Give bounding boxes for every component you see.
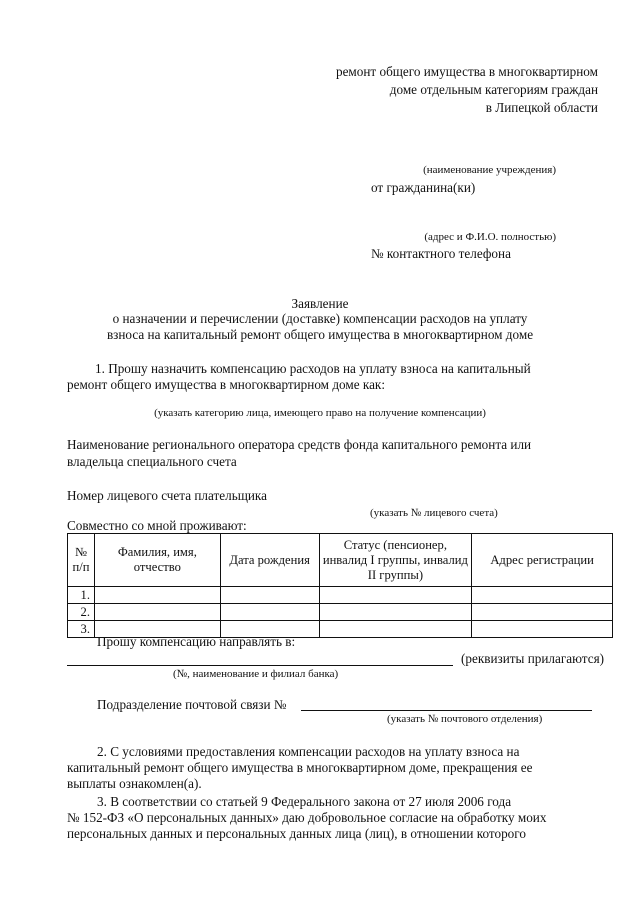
col-birthdate-header: Дата рождения xyxy=(220,534,319,587)
table-row xyxy=(68,604,613,621)
section1-line-1: 1. Прошу назначить компенсацию расходов на уплату взноса на капитальный xyxy=(95,361,531,376)
header-line-1: ремонт общего имущества в многоквартирном xyxy=(335,64,598,79)
document-subtitle-line-2: взноса на капитальный ремонт общего имущества в многоквартирном доме xyxy=(106,327,534,342)
col-fullname-header: Фамилия, имя, отчество xyxy=(94,534,220,587)
residents-header-row xyxy=(68,534,613,587)
col-address-header: Адрес регистрации xyxy=(472,534,613,587)
row-number: 3. xyxy=(68,621,95,638)
header-line-2: доме отдельным категориям граждан xyxy=(389,82,598,97)
address-cell[interactable] xyxy=(472,587,613,604)
document-title: Заявление xyxy=(291,296,349,311)
section1-line-2: ремонт общего имущества в многоквартирном доме как: xyxy=(67,377,385,392)
table-row xyxy=(68,587,613,604)
row-number: 2. xyxy=(68,604,95,621)
bank-hint: (№, наименование и филиал банка) xyxy=(173,668,339,680)
fullname-cell[interactable] xyxy=(94,604,220,621)
section2-line-2: капитальный ремонт общего имущества в многоквартирном доме, прекращения ее xyxy=(67,760,533,775)
bank-underline[interactable] xyxy=(67,665,453,666)
section3-line-2: № 152-ФЗ «О персональных данных» даю добровольное согласие на обработку моих xyxy=(67,810,547,825)
post-office-underline[interactable] xyxy=(301,710,592,711)
category-hint: (указать категорию лица, имеющего право на получение компенсации) xyxy=(154,407,486,419)
section2-line-3: выплаты ознакомлен(а). xyxy=(67,776,202,791)
residents-caption: Совместно со мной проживают: xyxy=(67,518,247,533)
operator-line-2: владельца специального счета xyxy=(67,454,237,469)
institution-hint: (наименование учреждения) xyxy=(423,164,556,176)
from-citizen-label: от гражданина(ки) xyxy=(371,180,476,195)
section3-line-3: персональных данных и персональных данных лица (лиц), в отношении которого xyxy=(67,826,526,841)
post-office-hint: (указать № почтового отделения) xyxy=(387,713,543,725)
address-cell[interactable] xyxy=(472,621,613,638)
status-cell[interactable] xyxy=(319,604,472,621)
header-line-3: в Липецкой области xyxy=(485,100,598,115)
phone-label: № контактного телефона xyxy=(371,246,511,261)
row-number: 1. xyxy=(68,587,95,604)
account-hint: (указать № лицевого счета) xyxy=(370,507,498,519)
birthdate-cell[interactable] xyxy=(220,604,319,621)
section2-line-1: 2. С условиями предоставления компенсации расходов на уплату взноса на xyxy=(97,744,520,759)
status-cell[interactable] xyxy=(319,587,472,604)
birthdate-cell[interactable] xyxy=(220,587,319,604)
post-office-label: Подразделение почтовой связи № xyxy=(97,697,287,712)
col-status-header: Статус (пенсионер, инвалид I группы, инвалид II группы) xyxy=(319,534,472,587)
address-hint: (адрес и Ф.И.О. полностью) xyxy=(424,231,556,243)
account-label: Номер лицевого счета плательщика xyxy=(67,488,267,503)
details-attached: (реквизиты прилагаются) xyxy=(461,651,605,666)
fullname-cell[interactable] xyxy=(94,587,220,604)
section3-line-1: 3. В соответствии со статьей 9 Федерального закона от 27 июля 2006 года xyxy=(97,794,512,809)
col-number-header: № п/п xyxy=(68,534,95,587)
status-cell[interactable] xyxy=(319,621,472,638)
operator-line-1: Наименование регионального оператора средств фонда капитального ремонта или xyxy=(67,437,532,452)
payment-request: Прошу компенсацию направлять в: xyxy=(97,634,296,649)
document-subtitle-line-1: о назначении и перечислении (доставке) компенсации расходов на уплату xyxy=(112,311,528,326)
residents-table xyxy=(67,533,613,638)
address-cell[interactable] xyxy=(472,604,613,621)
